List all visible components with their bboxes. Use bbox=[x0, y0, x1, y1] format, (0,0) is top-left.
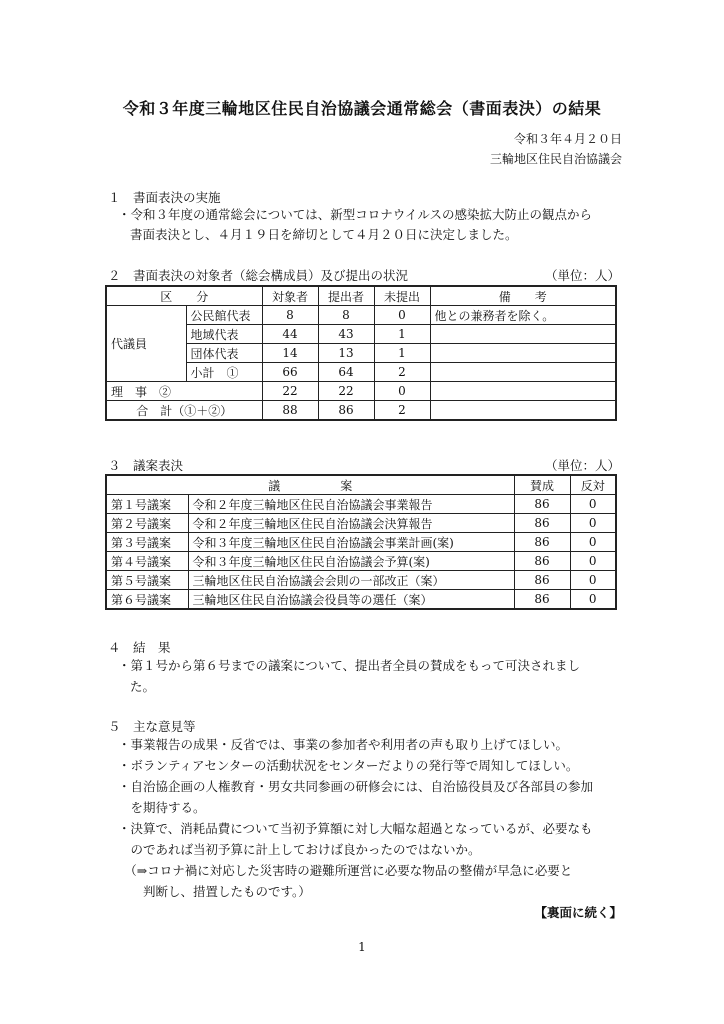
page-number: 1 bbox=[358, 940, 366, 954]
submission-table bbox=[105, 285, 617, 421]
opinion-line: のであれば当初予算に計上しておけば良かったのではないか。 bbox=[118, 842, 481, 857]
section4-body-line1: ・第１号から第６号までの議案について、提出者全員の賛成をもって可決されまし bbox=[118, 658, 581, 673]
table-row bbox=[106, 533, 616, 552]
group-label-delegates: 代議員 bbox=[106, 306, 186, 382]
section4-body-line2: た。 bbox=[130, 679, 156, 694]
cell-target: 66 bbox=[262, 363, 318, 382]
table-row bbox=[106, 590, 616, 610]
cell-proposal-number: 第２号議案 bbox=[106, 514, 188, 533]
table-row bbox=[106, 495, 616, 514]
cell-target: 44 bbox=[262, 325, 318, 344]
opinion-line: 判断し、措置したものです。） bbox=[118, 884, 311, 899]
header-submitted: 提出者 bbox=[318, 286, 374, 306]
opinion-line: ・ボランティアセンターの活動状況をセンターだよりの発行等で周知してほしい。 bbox=[118, 758, 579, 773]
cell-yes: 86 bbox=[514, 552, 570, 571]
cell-yes: 86 bbox=[514, 495, 570, 514]
header-no: 反対 bbox=[570, 475, 616, 495]
cell-no: 0 bbox=[570, 571, 616, 590]
cell-remarks bbox=[430, 382, 616, 401]
header-proposal: 議 案 bbox=[106, 475, 514, 495]
cell-proposal-name: 令和３年度三輪地区住民自治協議会予算(案) bbox=[188, 552, 514, 571]
section4-heading: ４ 結 果 bbox=[108, 640, 171, 655]
section1-body-line1: ・令和３年度の通常総会については、新型コロナウイルスの感染拡大防止の観点から bbox=[118, 207, 593, 222]
cell-proposal-number: 第５号議案 bbox=[106, 571, 188, 590]
cell-proposal-name: 令和２年度三輪地区住民自治協議会決算報告 bbox=[188, 514, 514, 533]
organization: 三輪地区住民自治協議会 bbox=[489, 152, 622, 166]
row-label-total: 合 計（①＋②） bbox=[106, 401, 262, 421]
table-row bbox=[106, 401, 616, 421]
cell-yes: 86 bbox=[514, 514, 570, 533]
cell-submitted: 13 bbox=[318, 344, 374, 363]
cell-no: 0 bbox=[570, 495, 616, 514]
section5-heading: ５ 主な意見等 bbox=[108, 719, 196, 734]
cell-proposal-name: 令和２年度三輪地区住民自治協議会事業報告 bbox=[188, 495, 514, 514]
cell-target: 8 bbox=[262, 306, 318, 325]
section3-heading: ３ 議案表決 bbox=[108, 458, 184, 473]
resolution-table bbox=[105, 474, 617, 610]
row-label: 団体代表 bbox=[186, 344, 262, 363]
opinion-line: を期待する。 bbox=[118, 800, 206, 815]
cell-not-submitted: 1 bbox=[374, 325, 430, 344]
cell-not-submitted: 0 bbox=[374, 382, 430, 401]
section2-heading: ２ 書面表決の対象者（総会構成員）及び提出の状況 bbox=[108, 268, 409, 283]
cell-proposal-number: 第６号議案 bbox=[106, 590, 188, 610]
header-remarks: 備 考 bbox=[430, 286, 616, 306]
cell-no: 0 bbox=[570, 514, 616, 533]
cell-target: 88 bbox=[262, 401, 318, 421]
cell-no: 0 bbox=[570, 552, 616, 571]
section2-unit: （単位：人） bbox=[544, 268, 620, 283]
row-label: 小計 ① bbox=[186, 363, 262, 382]
cell-target: 14 bbox=[262, 344, 318, 363]
section1-body-line2: 書面表決とし、４月１９日を締切として４月２０日に決定しました。 bbox=[130, 227, 518, 242]
cell-no: 0 bbox=[570, 590, 616, 610]
cell-proposal-name: 三輪地区住民自治協議会役員等の選任（案） bbox=[188, 590, 514, 610]
cell-not-submitted: 2 bbox=[374, 363, 430, 382]
cell-remarks bbox=[430, 401, 616, 421]
cell-not-submitted: 2 bbox=[374, 401, 430, 421]
table-row bbox=[106, 382, 616, 401]
cell-submitted: 8 bbox=[318, 306, 374, 325]
date: 令和３年４月２０日 bbox=[513, 132, 622, 146]
table-row bbox=[106, 571, 616, 590]
header-yes: 賛成 bbox=[514, 475, 570, 495]
cell-not-submitted: 1 bbox=[374, 344, 430, 363]
table-row bbox=[106, 306, 616, 325]
cell-submitted: 86 bbox=[318, 401, 374, 421]
row-label: 公民館代表 bbox=[186, 306, 262, 325]
opinion-line: ・事業報告の成果・反省では、事業の参加者や利用者の声も取り上げてほしい。 bbox=[118, 737, 569, 752]
section1-heading: １ 書面表決の実施 bbox=[108, 190, 221, 205]
cell-proposal-number: 第４号議案 bbox=[106, 552, 188, 571]
opinion-line: ・自治協企画の人権教育・男女共同参画の研修会には、自治協役員及び各部員の参加 bbox=[118, 779, 594, 794]
cell-proposal-number: 第１号議案 bbox=[106, 495, 188, 514]
cell-remarks bbox=[430, 325, 616, 344]
cell-yes: 86 bbox=[514, 590, 570, 610]
opinion-line: （⇒コロナ禍に対応した災害時の避難所運営に必要な物品の整備が早急に必要と bbox=[118, 863, 573, 878]
table-row bbox=[106, 552, 616, 571]
cell-remarks bbox=[430, 344, 616, 363]
header-target: 対象者 bbox=[262, 286, 318, 306]
cell-submitted: 22 bbox=[318, 382, 374, 401]
table-header-row bbox=[106, 475, 616, 495]
continued-note: 【裏面に続く】 bbox=[534, 905, 622, 920]
cell-submitted: 43 bbox=[318, 325, 374, 344]
cell-submitted: 64 bbox=[318, 363, 374, 382]
row-label: 地域代表 bbox=[186, 325, 262, 344]
row-label-riji: 理 事 ② bbox=[106, 382, 262, 401]
opinion-line: ・決算で、消耗品費について当初予算額に対し大幅な超過となっているが、必要なも bbox=[118, 821, 593, 836]
section3-unit: （単位：人） bbox=[544, 458, 620, 473]
table-row bbox=[106, 514, 616, 533]
cell-proposal-name: 令和３年度三輪地区住民自治協議会事業計画(案) bbox=[188, 533, 514, 552]
cell-yes: 86 bbox=[514, 533, 570, 552]
page-title: 令和３年度三輪地区住民自治協議会通常総会（書面表決）の結果 bbox=[122, 99, 602, 118]
cell-target: 22 bbox=[262, 382, 318, 401]
cell-proposal-number: 第３号議案 bbox=[106, 533, 188, 552]
table-header-row bbox=[106, 286, 616, 306]
cell-yes: 86 bbox=[514, 571, 570, 590]
header-category: 区 分 bbox=[106, 286, 262, 306]
cell-remarks bbox=[430, 363, 616, 382]
cell-proposal-name: 三輪地区住民自治協議会会則の一部改正（案） bbox=[188, 571, 514, 590]
header-not-submitted: 未提出 bbox=[374, 286, 430, 306]
cell-no: 0 bbox=[570, 533, 616, 552]
cell-not-submitted: 0 bbox=[374, 306, 430, 325]
cell-remarks: 他との兼務者を除く。 bbox=[430, 306, 616, 325]
